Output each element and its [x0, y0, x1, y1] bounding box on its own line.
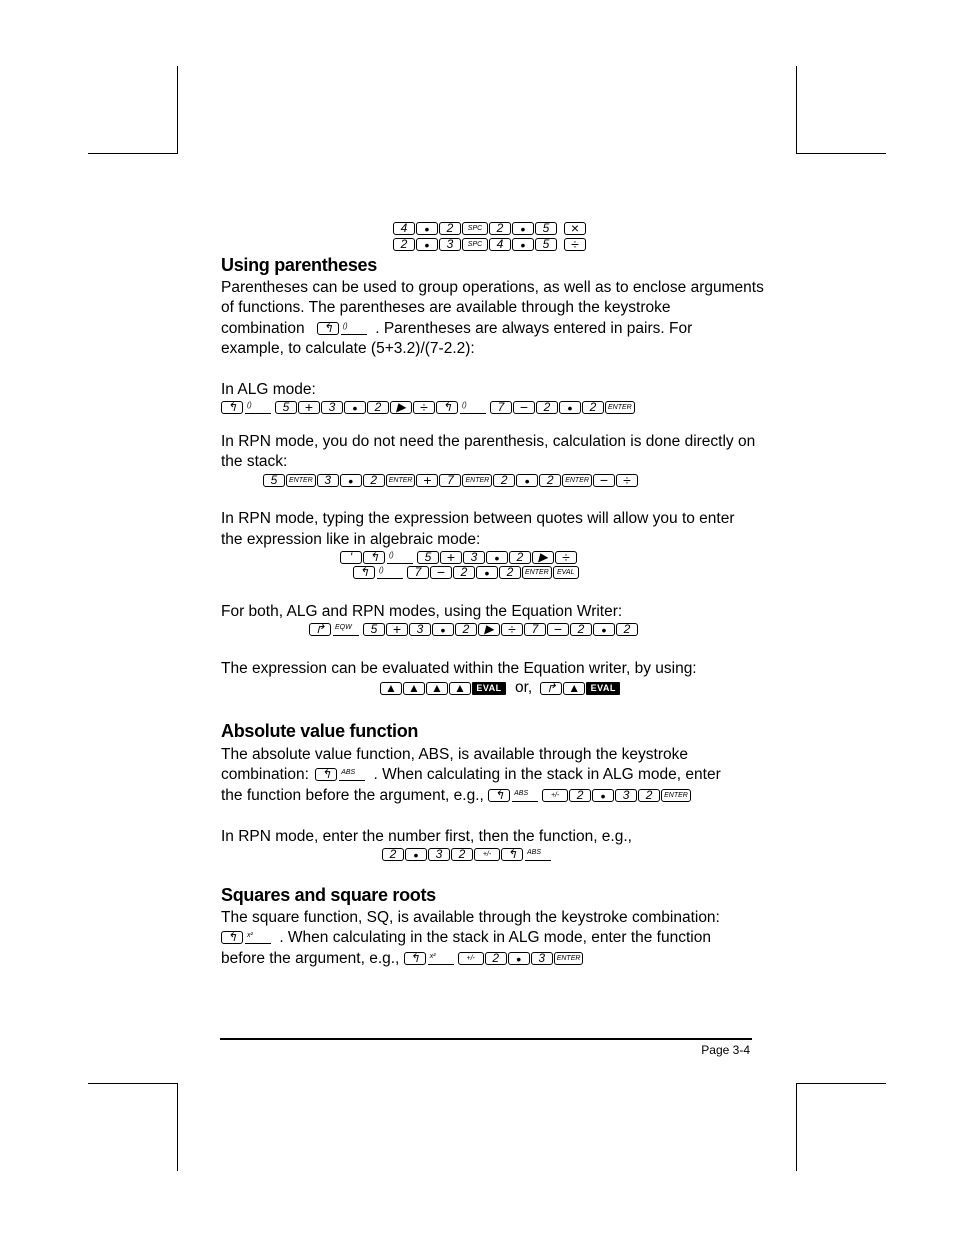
square-label: x²	[245, 931, 271, 944]
text: the function before the argument, e.g.,	[221, 787, 484, 804]
keystroke	[404, 952, 585, 965]
text: before the argument, e.g.,	[221, 950, 400, 967]
right-arrow-key: ▶	[478, 623, 500, 636]
keystroke-row-eqw	[309, 622, 639, 637]
key: 2	[569, 789, 591, 802]
key: •	[340, 474, 362, 487]
key: •	[593, 623, 615, 636]
key: •	[559, 401, 581, 414]
key: •	[516, 474, 538, 487]
left-shift-key: ↰	[221, 401, 243, 414]
paragraph-line: In RPN mode, typing the expression between quotes will allow you to enter	[221, 510, 735, 527]
key: 2	[489, 222, 511, 235]
paragraph-line	[221, 765, 721, 786]
quote-key: '	[340, 551, 362, 564]
keystroke-row-quote-1	[340, 550, 578, 565]
keystroke-row-quote-2	[353, 565, 580, 580]
key: ÷	[413, 401, 435, 414]
key: •	[486, 551, 508, 564]
key: 2	[536, 401, 558, 414]
paragraph-line: For both, ALG and RPN modes, using the Equation Writer:	[221, 603, 623, 620]
left-shift-key	[317, 322, 339, 335]
key: 3	[409, 623, 431, 636]
footer-rule	[220, 1038, 752, 1040]
abs-label: ABS	[512, 789, 538, 802]
up-arrow-icon: ▲	[385, 681, 397, 695]
right-shift-key: ↱	[540, 682, 562, 695]
crop-mark	[796, 1083, 797, 1171]
key: ÷	[616, 474, 638, 487]
crop-mark	[88, 153, 178, 154]
key: 2	[539, 474, 561, 487]
key: 7	[490, 401, 512, 414]
up-arrow-icon: ▲	[408, 681, 420, 695]
text: . When calculating in the stack in ALG mode, enter	[373, 766, 721, 783]
abs-label: ABS	[525, 848, 551, 861]
enter-key: ENTER	[462, 474, 492, 487]
key: •	[592, 789, 614, 802]
abs-label: ABS	[339, 768, 365, 781]
paragraph-line: In RPN mode, enter the number first, then the function, e.g.,	[221, 828, 632, 845]
key: •	[416, 222, 438, 235]
up-arrow-key	[449, 682, 471, 695]
key: 2	[382, 848, 404, 861]
paragraph-line: The absolute value function, ABS, is available through the keystroke	[221, 746, 689, 763]
up-arrow-icon: ▲	[454, 681, 466, 695]
section-heading: Using parentheses	[221, 255, 377, 275]
keystroke	[317, 322, 371, 335]
enter-key: ENTER	[386, 474, 416, 487]
key: 7	[439, 474, 461, 487]
key: 5	[535, 222, 557, 235]
key-spc: SPC	[462, 222, 488, 235]
keystroke-row-top-2	[393, 237, 587, 252]
key: 2	[582, 401, 604, 414]
plus-minus-key: +/-	[474, 848, 500, 861]
key: 3	[321, 401, 343, 414]
key: 2	[485, 952, 507, 965]
paragraph-line: example, to calculate (5+3.2)/(7-2.2):	[221, 340, 475, 357]
up-arrow-key	[426, 682, 448, 695]
keystroke	[315, 768, 369, 781]
left-shift-key: ↰	[436, 401, 458, 414]
crop-mark	[177, 66, 178, 154]
up-arrow-key	[380, 682, 402, 695]
enter-key: ENTER	[522, 566, 552, 579]
key: •	[512, 238, 534, 251]
left-shift-icon: ↰	[322, 321, 333, 336]
right-arrow-icon: ▶	[396, 400, 406, 414]
crop-mark	[88, 1083, 178, 1084]
crop-mark	[796, 66, 797, 154]
key: 2	[451, 848, 473, 861]
enter-key: ENTER	[554, 952, 584, 965]
enter-key: ENTER	[661, 789, 691, 802]
key: 2	[509, 551, 531, 564]
key: 2	[616, 623, 638, 636]
keystroke-row-abs-rpn	[382, 847, 555, 862]
key: 2	[499, 566, 521, 579]
keystroke-row-rpn	[263, 473, 639, 488]
key-spc: SPC	[462, 238, 488, 251]
plus-minus-key: +/-	[458, 952, 484, 965]
key: 3	[439, 238, 461, 251]
paragraph-line: the stack:	[221, 453, 288, 470]
left-shift-key: ↰	[404, 952, 426, 965]
keystroke	[488, 789, 692, 802]
key: 2	[439, 222, 461, 235]
key: −	[547, 623, 569, 636]
parentheses-label: ()	[387, 551, 413, 564]
enter-key: ENTER	[605, 401, 635, 414]
parentheses-label: ()	[460, 401, 486, 414]
left-shift-key: ↰	[315, 768, 337, 781]
page-number: Page 3-4	[701, 1043, 750, 1057]
paragraph-line	[221, 949, 584, 970]
key: ×	[564, 222, 586, 235]
key: •	[405, 848, 427, 861]
eval-softkey: EVAL	[472, 682, 506, 695]
key: +	[298, 401, 320, 414]
key: −	[593, 474, 615, 487]
left-shift-key: ↰	[501, 848, 523, 861]
key: 2	[455, 623, 477, 636]
key: 7	[524, 623, 546, 636]
key: 3	[428, 848, 450, 861]
key: 5	[263, 474, 285, 487]
key: 2	[453, 566, 475, 579]
key: 4	[489, 238, 511, 251]
keystroke-row-top-1	[393, 221, 587, 236]
key: +	[386, 623, 408, 636]
eqw-label: EQW	[333, 623, 359, 636]
key: 5	[535, 238, 557, 251]
alg-mode-label: In ALG mode:	[221, 381, 316, 398]
paragraph-line	[221, 928, 711, 949]
crop-mark	[177, 1083, 178, 1171]
key: 7	[407, 566, 429, 579]
key: 4	[393, 222, 415, 235]
keystroke-row-eval	[380, 681, 621, 696]
text: . Parentheses are always entered in pairs. For	[375, 320, 693, 337]
section-heading: Absolute value function	[221, 721, 419, 741]
paragraph-line: The square function, SQ, is available through the keystroke combination:	[221, 909, 720, 926]
crop-mark	[796, 153, 886, 154]
key: 2	[638, 789, 660, 802]
paragraph-line: The expression can be evaluated within the Equation writer, by using:	[221, 660, 697, 677]
key: 2	[367, 401, 389, 414]
text: combination:	[221, 766, 309, 783]
up-arrow-icon: ▲	[431, 681, 443, 695]
or-text: or,	[515, 679, 533, 697]
key: •	[432, 623, 454, 636]
text: combination	[221, 320, 305, 337]
paragraph-line: Parentheses can be used to group operations, as well as to enclose arguments	[221, 279, 764, 296]
section-heading: Squares and square roots	[221, 885, 436, 905]
text: . When calculating in the stack in ALG mode, enter the function	[279, 929, 711, 946]
key: ÷	[564, 238, 586, 251]
paragraph-line: of functions. The parentheses are available through the keystroke	[221, 299, 671, 316]
key: •	[344, 401, 366, 414]
paragraph-line	[221, 319, 692, 340]
key: +	[440, 551, 462, 564]
key: −	[430, 566, 452, 579]
key: 2	[570, 623, 592, 636]
up-arrow-key	[403, 682, 425, 695]
right-arrow-key	[390, 401, 412, 414]
left-shift-key: ↰	[353, 566, 375, 579]
key: 5	[363, 623, 385, 636]
key: 3	[615, 789, 637, 802]
key: +	[416, 474, 438, 487]
key: ÷	[501, 623, 523, 636]
parentheses-label: ()	[245, 401, 271, 414]
paragraph-line: In RPN mode, you do not need the parenthesis, calculation is done directly on	[221, 433, 756, 450]
keystroke	[221, 931, 275, 944]
paragraph-line	[221, 786, 692, 807]
up-arrow-key: ▲	[563, 682, 585, 695]
key: •	[476, 566, 498, 579]
paragraph-line: the expression like in algebraic mode:	[221, 531, 481, 548]
key: ÷	[555, 551, 577, 564]
left-shift-key: ↰	[363, 551, 385, 564]
key: 2	[363, 474, 385, 487]
keystroke-row-alg	[221, 400, 636, 415]
left-shift-key: ↰	[221, 931, 243, 944]
crop-mark	[796, 1083, 886, 1084]
square-label: x²	[428, 952, 454, 965]
eval-softkey: EVAL	[586, 682, 620, 695]
right-shift-key	[309, 623, 331, 636]
key: 3	[317, 474, 339, 487]
enter-key: ENTER	[562, 474, 592, 487]
right-shift-icon: ↱	[314, 622, 326, 636]
parentheses-label: ()	[377, 566, 403, 579]
parentheses-label: ()	[341, 322, 367, 335]
key: 3	[531, 952, 553, 965]
enter-key: ENTER	[286, 474, 316, 487]
key: 3	[463, 551, 485, 564]
key: −	[513, 401, 535, 414]
key: 5	[275, 401, 297, 414]
plus-minus-key: +/-	[542, 789, 568, 802]
key: •	[508, 952, 530, 965]
key: •	[416, 238, 438, 251]
key: 2	[393, 238, 415, 251]
key: 2	[493, 474, 515, 487]
key: 5	[417, 551, 439, 564]
left-shift-key: ↰	[488, 789, 510, 802]
key: •	[512, 222, 534, 235]
eval-key: EVAL	[553, 566, 579, 579]
right-arrow-key: ▶	[532, 551, 554, 564]
